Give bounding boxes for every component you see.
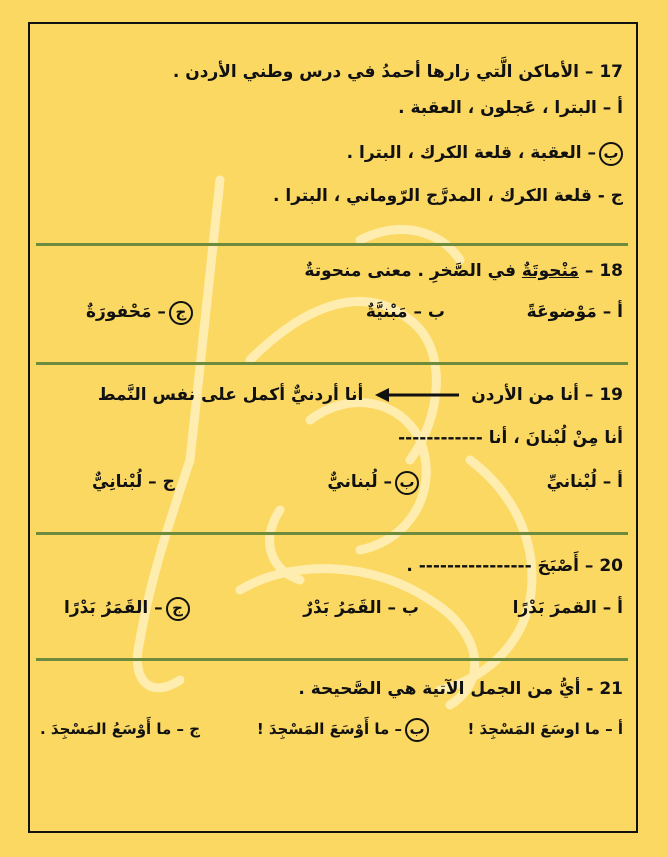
q17-option-c[interactable]: ج - قلعة الكرك ، المدرَّج الرّوماني ، البترا . [273, 186, 623, 206]
q21-option-b[interactable] [257, 717, 429, 742]
q19-part1: 19 – أنا من الأردن [471, 385, 623, 405]
q20-option-a[interactable]: أ – القمرَ بَدْرًا [512, 598, 623, 618]
q19-part2: أنا أردنيٌّ أكمل على نفس النَّمط [97, 385, 364, 405]
selected-answer-circle: ب [395, 471, 419, 495]
q19-option-c[interactable]: ج – لُبْنانِيٌّ [92, 472, 175, 492]
selected-answer-circle: ب [599, 142, 623, 166]
q18-number: 18 – [584, 261, 623, 281]
q17-option-b[interactable] [347, 141, 623, 166]
q19-option-a[interactable]: أ – لُبْنانيِّ [546, 472, 623, 492]
q19-option-b[interactable] [327, 470, 419, 495]
q18-rest: في الصَّخرِ . معنى منحوتةٌ [304, 261, 516, 281]
q17-question: 17 – الأماكن الَّتي زارها أحمدُ في درس وطني الأردن . [172, 62, 623, 82]
q19-line2: أنا مِنْ لُبْنانَ ، أنا ------------ [398, 428, 623, 448]
q18-option-b[interactable]: ب – مَبْنيَّةٌ [365, 302, 445, 322]
q18-question [304, 259, 623, 283]
selected-answer-circle: ج [166, 597, 190, 621]
separator-line [36, 243, 628, 246]
separator-line [36, 532, 628, 535]
q18-underlined-word: مَنْحوتَةٌ [521, 261, 579, 281]
q20-option-c[interactable] [64, 596, 190, 621]
q18-option-a[interactable]: أ – مَوْضوعَةً [526, 302, 623, 322]
separator-line [36, 658, 628, 661]
selected-answer-circle: ج [169, 301, 193, 325]
q17-option-a[interactable]: أ – البترا ، عَجلون ، العقبة . [398, 98, 623, 118]
arrow-left-icon [375, 388, 459, 402]
separator-line [36, 362, 628, 365]
q20-option-c-text: – القَمَرُ بَدْرًا [64, 598, 163, 618]
q21-option-c[interactable]: ج – ما أَوْسَعُ المَسْجِدَ . [40, 720, 201, 738]
q20-option-b[interactable]: ب – القَمَرُ بَدْرٌ [303, 598, 419, 618]
q20-question: 20 – أَصْبَحَ ---------------- . [406, 556, 623, 576]
q18-option-c-text: – مَحْفورَةٌ [86, 302, 166, 322]
q18-option-c[interactable] [86, 300, 193, 325]
q21-option-a[interactable]: أ – ما اوسَعَ المَسْجِدَ ! [467, 720, 623, 738]
q19-option-b-text: – لُبنانيٌّ [327, 472, 392, 492]
q17-option-b-text: – العقبة ، قلعة الكرك ، البترا . [346, 143, 596, 163]
selected-answer-circle: ب [405, 718, 429, 742]
q19-question [98, 383, 623, 407]
q21-option-b-text: – ما أَوْسَعَ المَسْجِدَ ! [256, 720, 402, 738]
q21-question: 21 - أيُّ من الجمل الآتية هي الصَّحيحة . [298, 679, 623, 699]
